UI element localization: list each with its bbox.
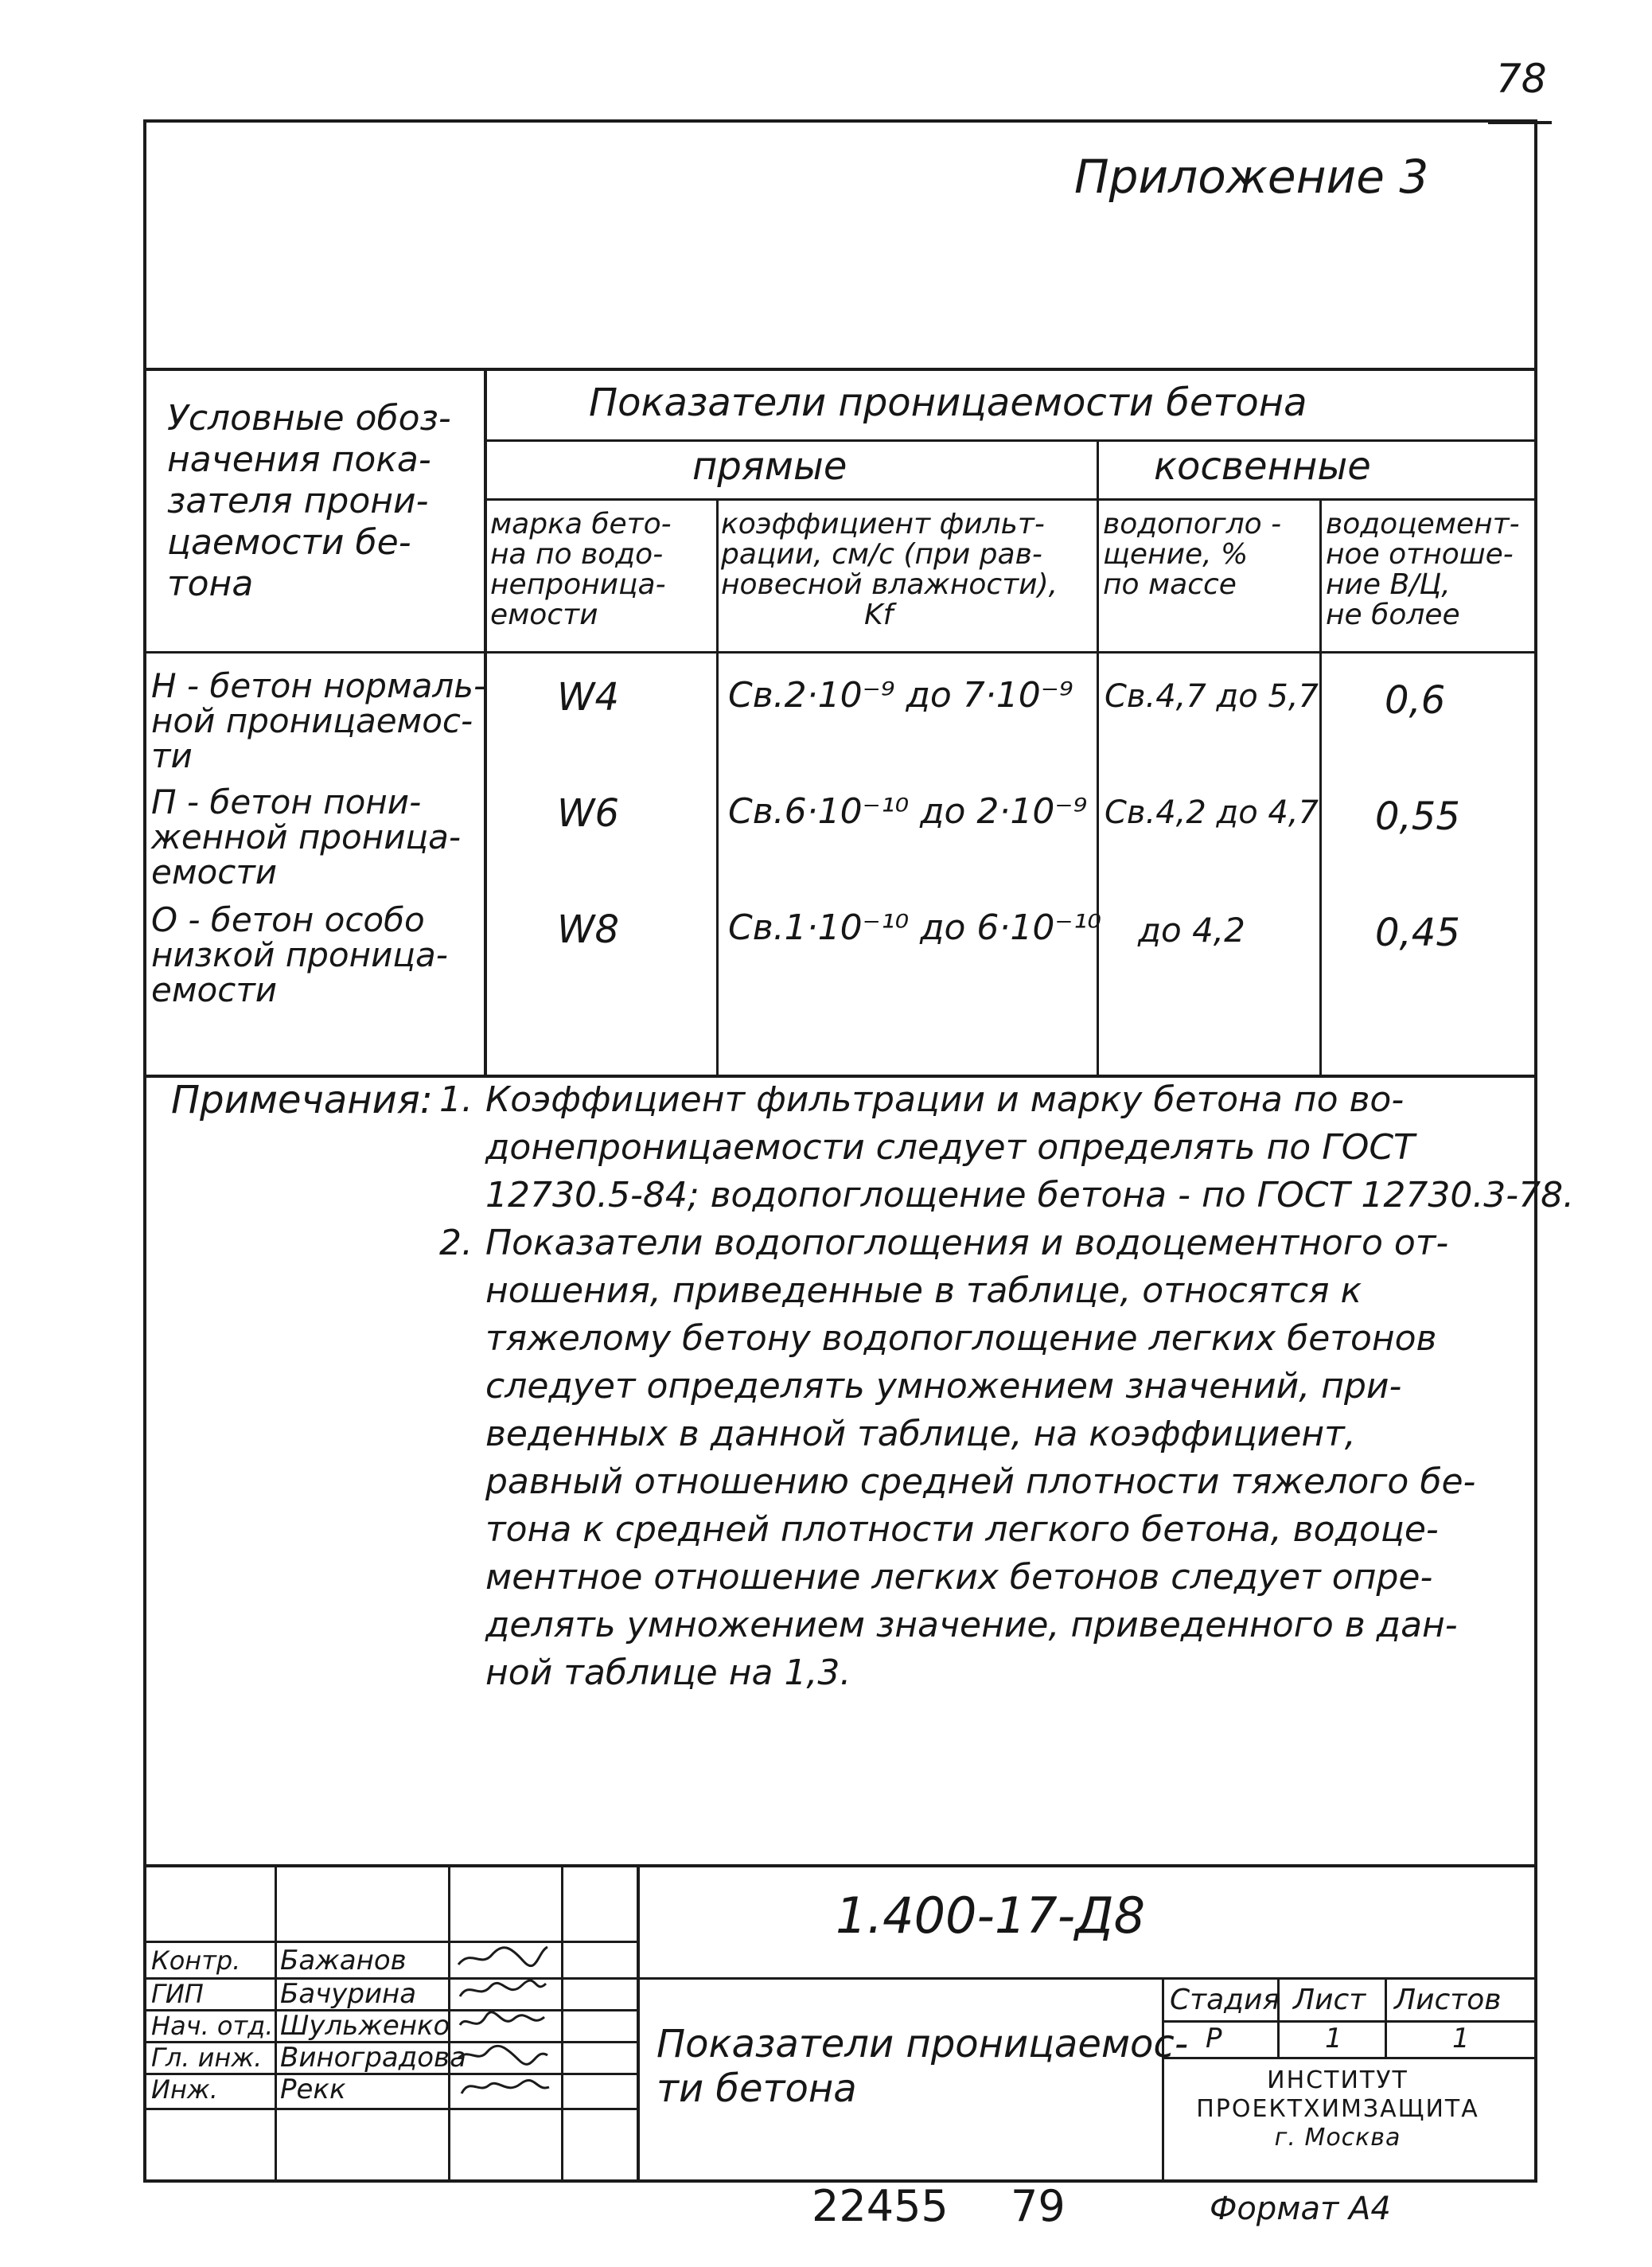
header-symbols: Условные обоз- начения пока- зателя прони- цаемости бе- тона	[167, 398, 451, 604]
stamp-sheet-value: 1	[1325, 2023, 1342, 2054]
cell-absorption-1: Св.4,7 до 5,7	[1105, 678, 1319, 715]
row-label-o: О - бетон особо низкой проница- емости	[151, 900, 448, 1009]
signature-mark	[455, 2041, 551, 2068]
header-col-absorption: водопогло - щение, % по массе	[1103, 508, 1282, 601]
table-top-line	[143, 368, 1537, 371]
table-divider-col2	[716, 498, 719, 1076]
stamp-sheet-label: Лист	[1293, 1984, 1366, 2016]
stamp-col-sign	[561, 1864, 563, 2183]
cell-absorption-2: Св.4,2 до 4,7	[1105, 794, 1319, 831]
cell-wc-1: 0,6	[1385, 678, 1446, 723]
stamp-stage-label: Стадия	[1170, 1984, 1280, 2016]
stamp-row-line-0	[143, 1941, 637, 1943]
header-indirect: косвенные	[1154, 444, 1371, 489]
table-divider-col4	[1319, 498, 1322, 1076]
cell-mark-w6: W6	[557, 791, 619, 836]
note-2-number: 2.	[439, 1223, 473, 1263]
stamp-institute: ИНСТИТУТ ПРОЕКТХИМЗАЩИТА г. Москва	[1196, 2066, 1479, 2152]
signature-mark	[455, 1977, 551, 2004]
header-direct: прямые	[692, 444, 847, 489]
footer-number-left: 22455	[812, 2181, 949, 2231]
table-line-main-header	[484, 439, 1537, 442]
cell-kf-3: Св.1·10⁻¹⁰ до 6·10⁻¹⁰	[728, 907, 1101, 948]
row-label-p: П - бетон пони- женной проница- емости	[151, 782, 461, 892]
cell-wc-3: 0,45	[1375, 911, 1460, 955]
stamp-title: Показатели проницаемос- ти бетона	[657, 2022, 1189, 2111]
stamp-col-role	[275, 1864, 277, 2183]
header-main: Показатели проницаемости бетона	[589, 380, 1307, 425]
note-1-number: 1.	[439, 1079, 473, 1120]
cell-mark-w8: W8	[557, 907, 619, 952]
cell-wc-2: 0,55	[1375, 794, 1460, 839]
header-col-mark: марка бето- на по водо- непроница- емости	[490, 508, 672, 631]
row-label-n: Н - бетон нормаль- ной проницаемос- ти	[151, 666, 486, 775]
stamp-info-line2	[1162, 2057, 1537, 2059]
stamp-document-code: 1.400-17-Д8	[836, 1887, 1146, 1945]
footer-format: Формат А4	[1210, 2191, 1391, 2227]
signature-mark	[455, 2009, 551, 2036]
cell-kf-2: Св.6·10⁻¹⁰ до 2·10⁻⁹	[728, 791, 1088, 832]
stamp-sheets-value: 1	[1452, 2023, 1470, 2054]
cell-absorption-3: до 4,2	[1138, 911, 1245, 950]
table-divider-col3	[1097, 439, 1099, 1076]
cell-mark-w4: W4	[557, 675, 619, 720]
stamp-stage-value: Р	[1206, 2023, 1222, 2054]
page-number: 78	[1496, 56, 1547, 102]
table-line-header-bottom	[143, 651, 1537, 654]
stamp-sheets-label: Листов	[1394, 1984, 1502, 2016]
header-col-kf: коэффициент фильт- рации, см/с (при рав- новесной влажности), Kf	[721, 508, 1058, 631]
table-line-groups	[484, 498, 1537, 501]
signature-mark	[455, 1944, 551, 1971]
stamp-row-line-5	[143, 2108, 637, 2110]
stamp-code-line	[637, 1977, 1537, 1980]
header-col-wc: водоцемент- ное отноше- ние В/Ц, не более	[1326, 508, 1520, 631]
notes-label: Примечания:	[171, 1078, 433, 1122]
footer-number-right: 79	[1011, 2181, 1066, 2231]
stamp-info-col3	[1385, 1977, 1387, 2057]
note-1-text: Коэффициент фильтрации и марку бетона по во- донепроницаемости следует определять по ГОСТ 12730.5-84; водопоглощение бетона - по ГОСТ 12730.3-78.	[485, 1079, 1575, 1215]
stamp-main-divider	[637, 1864, 640, 2183]
stamp-roles: Контр. ГИП Нач. отд. Гл. инж. Инж.	[151, 1945, 274, 2105]
stamp-names: Бажанов Бачурина Шульженко Виноградова Рекк	[280, 1945, 466, 2105]
stamp-top-line	[143, 1864, 1537, 1867]
appendix-title: Приложение 3	[1074, 150, 1429, 204]
note-2-text: Показатели водопоглощения и водоцементного от- ношения, приведенные в таблице, относятся к тяжелому бетону водопоглощение легких бетонов следует определять умножением значений, при- веденных в данной таблице, на коэффициент, равный отношению средней плотности тяжелого бе- тона к средней плотности легкого бетона, водоце- ментное отношение легких бетонов следует опре- делять умножением значение, приведенного в дан- ной таблице на 1,3.	[485, 1223, 1476, 1693]
cell-kf-1: Св.2·10⁻⁹ до 7·10⁻⁹	[728, 675, 1073, 716]
signature-mark	[455, 2073, 551, 2100]
